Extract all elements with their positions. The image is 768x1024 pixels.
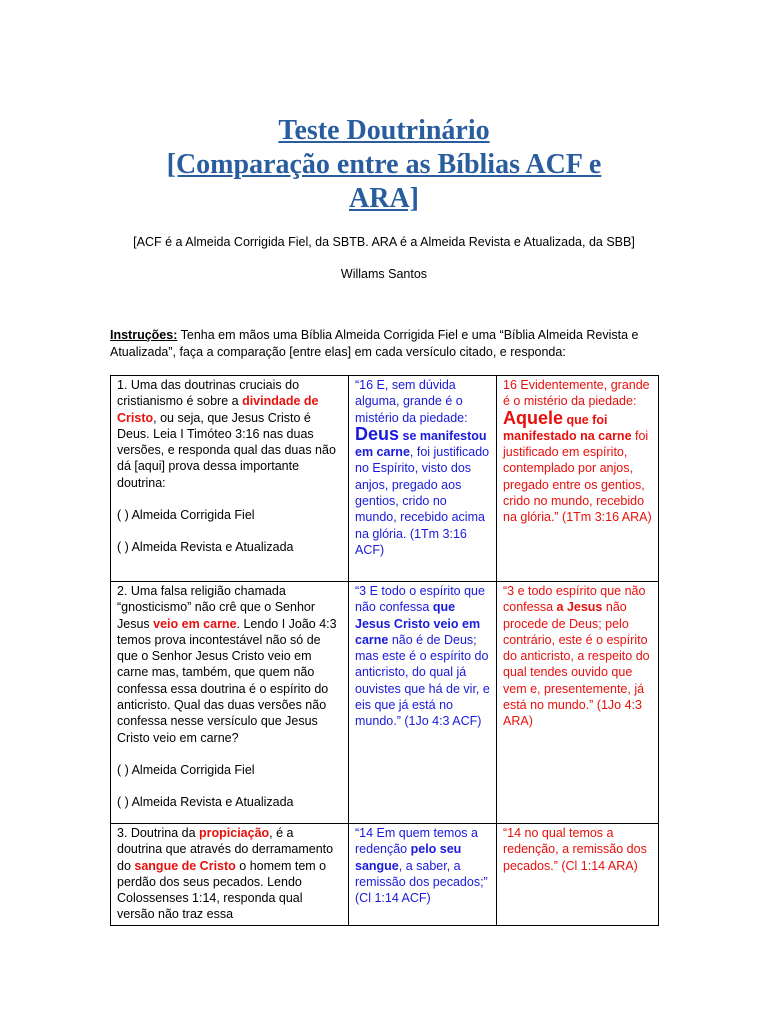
verse-text: 16 Evidentemente, grande é o mistério da piedade:: [503, 378, 650, 409]
acf-verse-cell: [349, 824, 497, 926]
title-line-2: [Comparação entre as Bíblias ACF e: [166, 149, 602, 180]
question-text-part: , ou seja, que Jesus Cristo é Deus. Leia I Timóteo 3:16 nas duas versões, e responda qual das duas não dá [aqui] prova dessa importante doutrina:: [117, 410, 336, 490]
author-name: Willams Santos: [340, 267, 428, 281]
verse-emphasis: Deus: [355, 423, 400, 444]
question-text-part: 3. Doutrina da: [117, 826, 199, 840]
verse-emphasis: Aquele: [503, 407, 564, 428]
table-row: [111, 582, 659, 824]
verse-text: não procede de Deus; pelo contrário, este é o espírito do anticristo, a respeito do qual tendes ouvido que vem e, presentemente, já está no mundo.” (1Jo 4:3 ARA): [503, 600, 650, 729]
question-text-part: . Lendo I João 4:3 temos prova incontestável não só de que o Senhor Jesus Cristo veio em carne mas, também, que quem não confessa essa doutrina é o espírito do anticristo. Qual das duas versões não confessa nesse versículo que Jesus Cristo veio em carne?: [117, 616, 337, 745]
ara-verse-cell: [497, 376, 659, 582]
question-highlight: veio em carne: [153, 616, 237, 631]
table-row: [111, 824, 659, 926]
ara-verse-cell: [497, 824, 659, 926]
verse-text: “3 e todo espírito que não confessa: [503, 584, 646, 615]
question-text-part: 2. Uma falsa religião chamada “gnosticismo” não crê que o Senhor Jesus: [117, 584, 316, 631]
instructions-text: Tenha em mãos uma Bíblia Almeida Corrigida Fiel e uma “Bíblia Almeida Revista e Atualizada”, faça a comparação [entre elas] em cada versículo citado, e responda:: [110, 328, 639, 359]
option-acf[interactable]: ( ) Almeida Corrigida Fiel: [117, 762, 255, 777]
question-text: [117, 825, 342, 923]
verse-bold: se manifestou em carne: [355, 428, 487, 460]
question-highlight: sangue de Cristo: [134, 858, 236, 873]
question-cell: [111, 376, 349, 582]
option-ara[interactable]: ( ) Almeida Revista e Atualizada: [117, 540, 294, 555]
acf-verse-cell: [349, 376, 497, 582]
question-cell: [111, 582, 349, 824]
verse-text: “14 no qual temos a redenção, a remissão dos pecados.” (Cl 1:14 ARA): [503, 826, 647, 873]
verse-text: “14 Em quem temos a redenção: [355, 826, 478, 857]
option-acf[interactable]: ( ) Almeida Corrigida Fiel: [117, 508, 255, 523]
title-line-3: ARA]: [349, 183, 419, 214]
instructions: [110, 327, 670, 361]
question-text-part: o homem tem o perdão dos seus pecados. Lendo Colossenses 1:14, responda qual versão não traz essa: [117, 858, 327, 922]
question-text: [117, 583, 342, 746]
question-highlight: propiciação: [199, 826, 270, 840]
verse-text: “3 E todo o espírito que não confessa: [355, 584, 485, 615]
question-text: [117, 377, 342, 491]
question-cell: [111, 824, 349, 926]
question-text-part: 1. Uma das doutrinas cruciais do cristianismo é sobre a: [117, 378, 300, 409]
verse-text: “16 E, sem dúvida alguma, grande é o mistério da piedade:: [355, 378, 468, 425]
option-ara[interactable]: ( ) Almeida Revista e Atualizada: [117, 795, 294, 810]
verse-bold: pelo seu sangue: [355, 842, 462, 873]
table-row: [111, 376, 659, 582]
verse-text: foi justificado em espírito, contemplado por anjos, pregado entre os gentios, crido no mundo, recebido na glória.” (1Tm 3:16 ARA): [503, 428, 652, 525]
question-text-part: , é a doutrina que através do derramamento do: [117, 826, 334, 873]
verse-text: , a saber, a remissão dos pecados;” (Cl 1:14 ACF): [355, 858, 488, 906]
question-highlight: divindade de Cristo: [117, 394, 319, 425]
verse-bold: que Jesus Cristo veio em carne: [355, 600, 481, 647]
verse-text: não é de Deus; mas este é o espírito do anticristo, do qual já ouvistes que há de vir, e eis que já está no mundo.” (1Jo 4:3 ACF): [355, 632, 490, 729]
acf-verse-cell: [349, 582, 497, 824]
title-line-1: Teste Doutrinário: [278, 115, 490, 146]
instructions-label: Instruções:: [110, 328, 178, 342]
document-title: [100, 114, 668, 216]
verse-bold: que foi manifestado na carne: [503, 412, 632, 443]
ara-verse-cell: [497, 582, 659, 824]
document-subtitle: [ACF é a Almeida Corrigida Fiel, da SBTB. ARA é a Almeida Revista e Atualizada, da SBB]: [133, 235, 635, 249]
verse-text: , foi justificado no Espírito, visto dos anjos, pregado aos gentios, crido no mundo, recebido acima na glória. (1Tm 3:16 ACF): [355, 445, 490, 557]
comparison-table: [110, 375, 659, 926]
verse-bold: a Jesus: [556, 600, 603, 615]
